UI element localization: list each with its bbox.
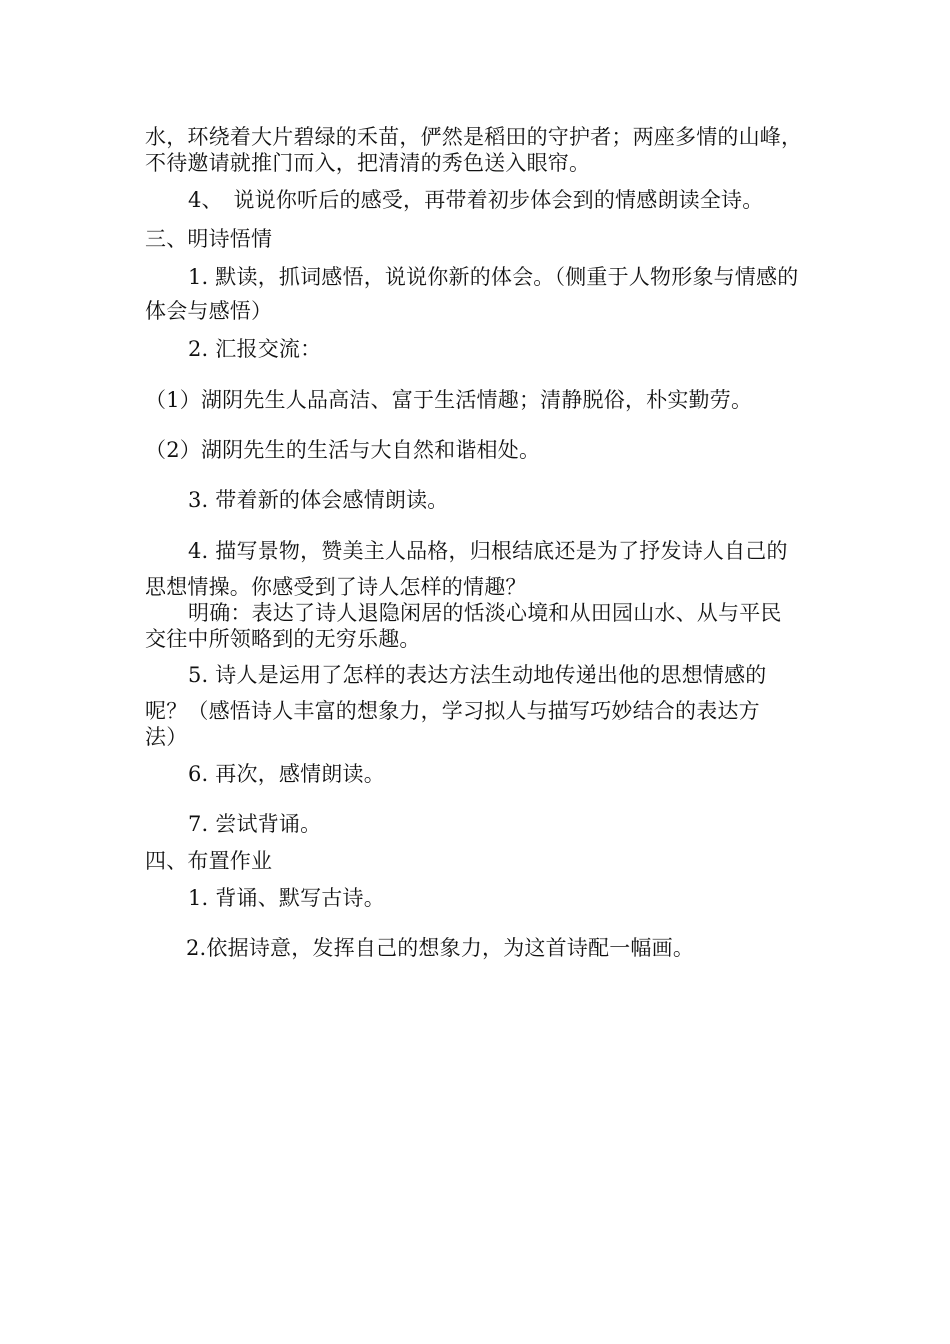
section-heading: 三、明诗悟情 — [145, 227, 273, 251]
list-item: 4、 说说你听后的感受，再带着初步体会到的情感朗读全诗。 — [188, 188, 764, 212]
paragraph-line: 思想情操。你感受到了诗人怎样的情趣？ — [145, 575, 527, 599]
paragraph-line: 体会与感悟） — [145, 299, 273, 323]
list-item: 1. 默读，抓词感悟，说说你新的体会。（侧重于人物形象与情感的 — [188, 265, 799, 289]
list-item: 7. 尝试背诵。 — [188, 812, 322, 836]
section-heading: 四、布置作业 — [145, 849, 273, 873]
paragraph-line: 明确：表达了诗人退隐闲居的恬淡心境和从田园山水、从与平民 — [188, 601, 782, 625]
paragraph-line: 呢？（感悟诗人丰富的想象力，学习拟人与描写巧妙结合的表达方 — [145, 699, 760, 723]
paragraph-line: 水，环绕着大片碧绿的禾苗，俨然是稻田的守护者；两座多情的山峰， — [145, 125, 803, 149]
paragraph-line: 不待邀请就推门而入，把清清的秀色送入眼帘。 — [145, 151, 591, 175]
list-item: 5. 诗人是运用了怎样的表达方法生动地传递出他的思想情感的 — [188, 663, 767, 687]
paragraph-line: 法） — [145, 725, 188, 749]
list-item: 3. 带着新的体会感情朗读。 — [188, 488, 449, 512]
list-item: 4. 描写景物，赞美主人品格，归根结底还是为了抒发诗人自己的 — [188, 539, 788, 563]
list-item: （1）湖阴先生人品高洁、富于生活情趣；清静脱俗，朴实勤劳。 — [145, 388, 753, 412]
list-item: （2）湖阴先生的生活与大自然和谐相处。 — [145, 438, 541, 462]
paragraph-line: 交往中所领略到的无穷乐趣。 — [145, 627, 421, 651]
list-item: 2.依据诗意，发挥自己的想象力，为这首诗配一幅画。 — [186, 936, 695, 960]
list-item: 2. 汇报交流： — [188, 337, 322, 361]
list-item: 6. 再次，感情朗读。 — [188, 762, 385, 786]
list-item: 1. 背诵、默写古诗。 — [188, 886, 385, 910]
